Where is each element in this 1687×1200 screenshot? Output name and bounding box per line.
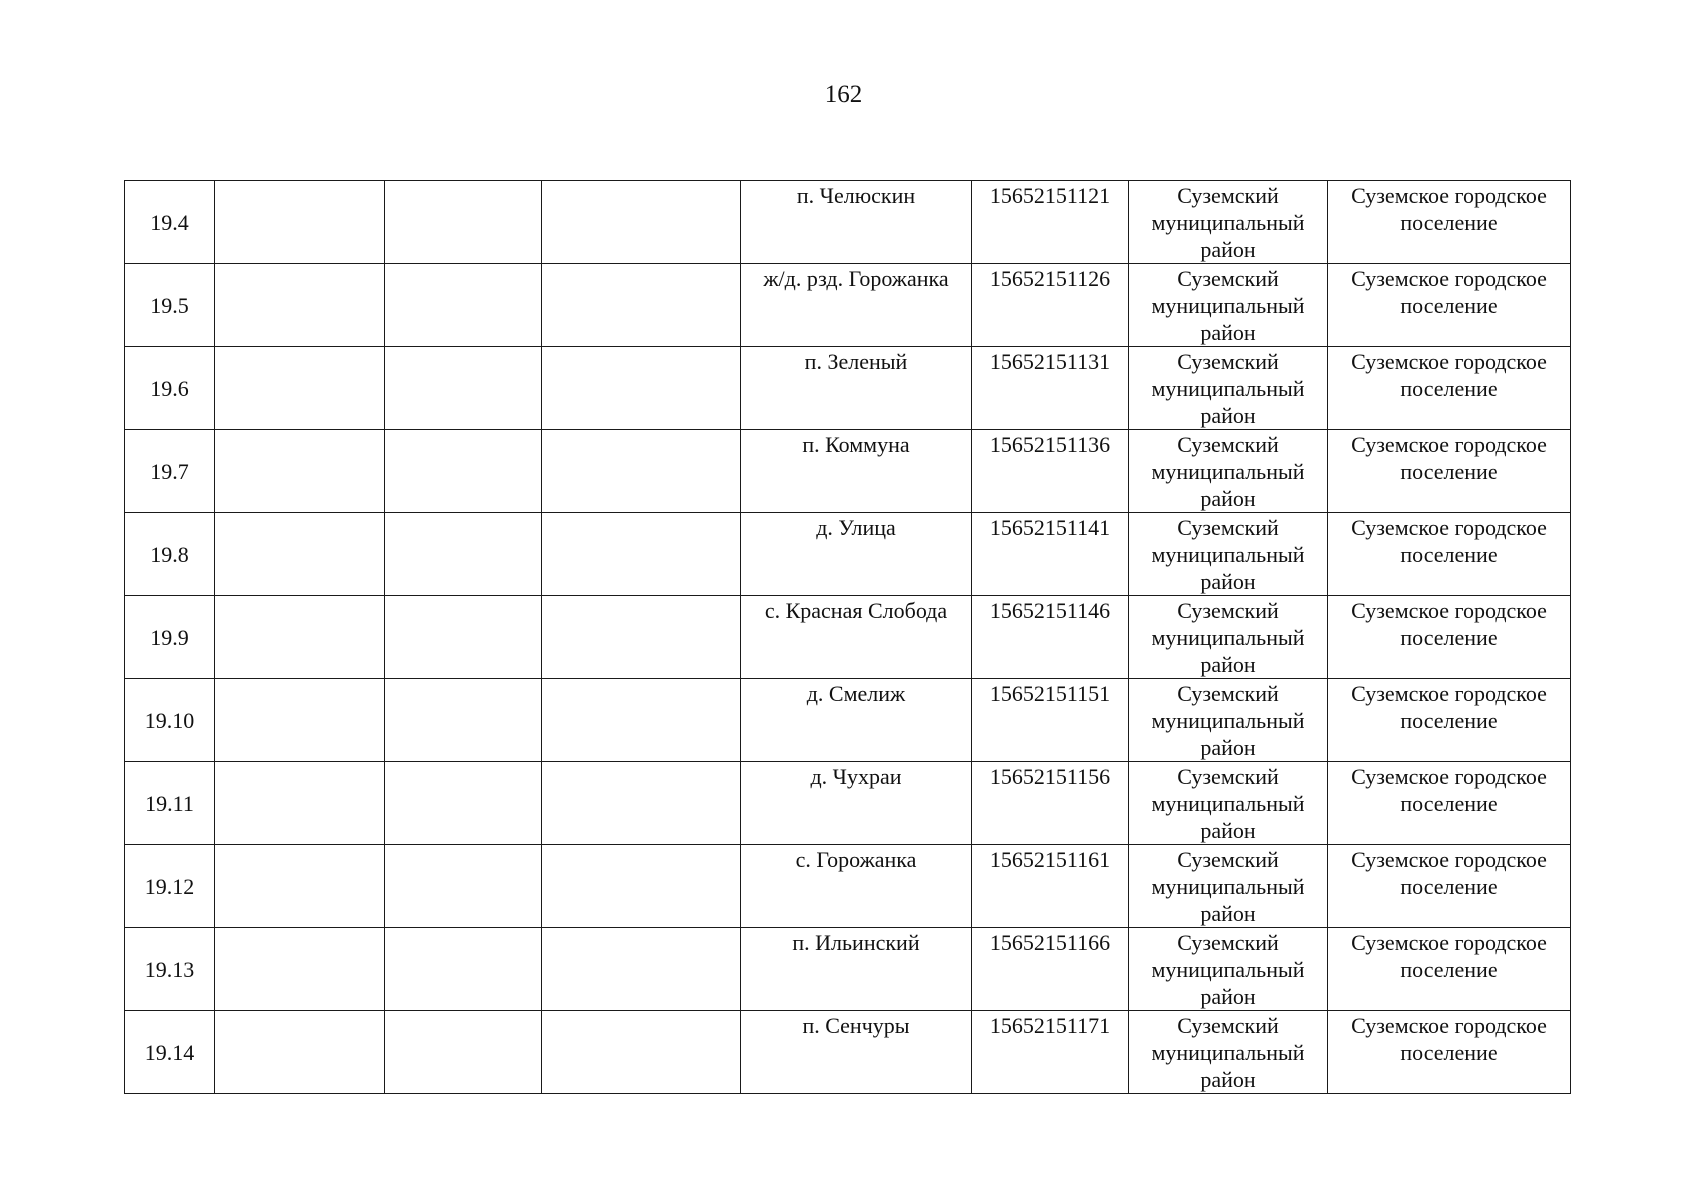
settlement-line: поселение xyxy=(1400,542,1498,567)
district-line: район xyxy=(1200,237,1256,262)
oktmo-code-cell: 15652151171 xyxy=(972,1011,1129,1094)
district-line: муниципальный xyxy=(1151,210,1305,235)
settlement-cell xyxy=(1328,430,1571,513)
empty-cell xyxy=(385,181,542,264)
district-line: муниципальный xyxy=(1151,459,1305,484)
locality-cell: д. Чухраи xyxy=(741,762,972,845)
municipal-district-cell xyxy=(1129,1011,1328,1094)
empty-cell xyxy=(385,928,542,1011)
table-row xyxy=(125,679,1571,762)
locality-cell: п. Зеленый xyxy=(741,347,972,430)
oktmo-code-cell: 15652151161 xyxy=(972,845,1129,928)
municipal-district-cell xyxy=(1129,762,1328,845)
settlement-line: поселение xyxy=(1400,708,1498,733)
district-line: Суземский xyxy=(1177,432,1279,457)
district-line: Суземский xyxy=(1177,1013,1279,1038)
settlement-line: поселение xyxy=(1400,791,1498,816)
locality-cell: с. Горожанка xyxy=(741,845,972,928)
empty-cell xyxy=(385,596,542,679)
row-number-cell: 19.7 xyxy=(125,430,215,513)
municipal-district-cell xyxy=(1129,430,1328,513)
empty-cell xyxy=(215,762,385,845)
settlement-cell xyxy=(1328,928,1571,1011)
table-row xyxy=(125,430,1571,513)
row-number-cell: 19.13 xyxy=(125,928,215,1011)
settlement-line: поселение xyxy=(1400,459,1498,484)
oktmo-code-cell: 15652151131 xyxy=(972,347,1129,430)
empty-cell xyxy=(385,1011,542,1094)
empty-cell xyxy=(215,596,385,679)
settlement-cell xyxy=(1328,513,1571,596)
district-line: муниципальный xyxy=(1151,1040,1305,1065)
district-line: Суземский xyxy=(1177,349,1279,374)
district-line: район xyxy=(1200,735,1256,760)
oktmo-code-cell: 15652151146 xyxy=(972,596,1129,679)
table-row xyxy=(125,513,1571,596)
row-number-cell: 19.14 xyxy=(125,1011,215,1094)
table-row xyxy=(125,264,1571,347)
empty-cell xyxy=(215,264,385,347)
district-line: район xyxy=(1200,320,1256,345)
district-line: район xyxy=(1200,652,1256,677)
empty-cell xyxy=(542,264,741,347)
empty-cell xyxy=(215,430,385,513)
empty-cell xyxy=(215,513,385,596)
empty-cell xyxy=(215,347,385,430)
district-line: Суземский xyxy=(1177,764,1279,789)
district-line: муниципальный xyxy=(1151,542,1305,567)
municipal-district-cell xyxy=(1129,347,1328,430)
district-line: район xyxy=(1200,403,1256,428)
settlement-line: Суземское городское xyxy=(1351,432,1547,457)
oktmo-code-cell: 15652151126 xyxy=(972,264,1129,347)
district-line: муниципальный xyxy=(1151,376,1305,401)
district-line: муниципальный xyxy=(1151,625,1305,650)
municipal-district-cell xyxy=(1129,679,1328,762)
empty-cell xyxy=(385,430,542,513)
district-line: район xyxy=(1200,984,1256,1009)
district-line: район xyxy=(1200,901,1256,926)
row-number-cell: 19.10 xyxy=(125,679,215,762)
settlement-line: поселение xyxy=(1400,210,1498,235)
settlement-line: Суземское городское xyxy=(1351,1013,1547,1038)
district-line: Суземский xyxy=(1177,681,1279,706)
district-line: Суземский xyxy=(1177,515,1279,540)
row-number-cell: 19.5 xyxy=(125,264,215,347)
settlement-line: Суземское городское xyxy=(1351,764,1547,789)
table-row xyxy=(125,347,1571,430)
empty-cell xyxy=(215,679,385,762)
district-line: Суземский xyxy=(1177,847,1279,872)
settlement-line: поселение xyxy=(1400,293,1498,318)
empty-cell xyxy=(215,181,385,264)
settlement-cell xyxy=(1328,264,1571,347)
locality-cell: п. Сенчуры xyxy=(741,1011,972,1094)
empty-cell xyxy=(215,845,385,928)
locality-cell: п. Ильинский xyxy=(741,928,972,1011)
district-line: муниципальный xyxy=(1151,708,1305,733)
municipal-district-cell xyxy=(1129,928,1328,1011)
empty-cell xyxy=(542,181,741,264)
locality-cell: ж/д. рзд. Горожанка xyxy=(741,264,972,347)
empty-cell xyxy=(385,845,542,928)
settlement-line: поселение xyxy=(1400,874,1498,899)
settlement-line: Суземское городское xyxy=(1351,349,1547,374)
district-line: муниципальный xyxy=(1151,957,1305,982)
empty-cell xyxy=(385,347,542,430)
row-number-cell: 19.4 xyxy=(125,181,215,264)
municipal-table xyxy=(124,180,1571,1094)
empty-cell xyxy=(542,347,741,430)
settlement-line: Суземское городское xyxy=(1351,515,1547,540)
empty-cell xyxy=(385,679,542,762)
row-number-cell: 19.9 xyxy=(125,596,215,679)
row-number-cell: 19.8 xyxy=(125,513,215,596)
oktmo-code-cell: 15652151121 xyxy=(972,181,1129,264)
district-line: район xyxy=(1200,569,1256,594)
settlement-line: Суземское городское xyxy=(1351,266,1547,291)
empty-cell xyxy=(542,430,741,513)
empty-cell xyxy=(385,264,542,347)
table-body xyxy=(125,181,1571,1094)
empty-cell xyxy=(542,928,741,1011)
page-number: 162 xyxy=(824,81,863,108)
row-number-cell: 19.6 xyxy=(125,347,215,430)
settlement-line: поселение xyxy=(1400,957,1498,982)
row-number-cell: 19.11 xyxy=(125,762,215,845)
municipal-district-cell xyxy=(1129,264,1328,347)
municipal-district-cell xyxy=(1129,181,1328,264)
settlement-cell xyxy=(1328,1011,1571,1094)
district-line: Суземский xyxy=(1177,930,1279,955)
empty-cell xyxy=(215,928,385,1011)
municipal-district-cell xyxy=(1129,513,1328,596)
oktmo-code-cell: 15652151166 xyxy=(972,928,1129,1011)
locality-cell: п. Челюскин xyxy=(741,181,972,264)
empty-cell xyxy=(542,1011,741,1094)
municipal-district-cell xyxy=(1129,845,1328,928)
empty-cell xyxy=(385,762,542,845)
empty-cell xyxy=(542,513,741,596)
settlement-cell xyxy=(1328,845,1571,928)
table-row xyxy=(125,596,1571,679)
municipal-district-cell xyxy=(1129,596,1328,679)
empty-cell xyxy=(542,596,741,679)
table-row xyxy=(125,845,1571,928)
settlement-cell xyxy=(1328,596,1571,679)
empty-cell xyxy=(385,513,542,596)
locality-cell: д. Смелиж xyxy=(741,679,972,762)
settlement-line: Суземское городское xyxy=(1351,598,1547,623)
table-row xyxy=(125,762,1571,845)
district-line: муниципальный xyxy=(1151,791,1305,816)
empty-cell xyxy=(542,845,741,928)
empty-cell xyxy=(542,679,741,762)
oktmo-code-cell: 15652151141 xyxy=(972,513,1129,596)
locality-cell: с. Красная Слобода xyxy=(741,596,972,679)
district-line: Суземский xyxy=(1177,598,1279,623)
district-line: Суземский xyxy=(1177,183,1279,208)
settlement-cell xyxy=(1328,181,1571,264)
table-row xyxy=(125,1011,1571,1094)
settlement-line: Суземское городское xyxy=(1351,183,1547,208)
district-line: район xyxy=(1200,1067,1256,1092)
table-row xyxy=(125,181,1571,264)
district-line: район xyxy=(1200,818,1256,843)
table-row xyxy=(125,928,1571,1011)
settlement-cell xyxy=(1328,679,1571,762)
oktmo-code-cell: 15652151136 xyxy=(972,430,1129,513)
settlement-line: поселение xyxy=(1400,1040,1498,1065)
settlement-line: поселение xyxy=(1400,376,1498,401)
row-number-cell: 19.12 xyxy=(125,845,215,928)
empty-cell xyxy=(215,1011,385,1094)
settlement-cell xyxy=(1328,347,1571,430)
district-line: муниципальный xyxy=(1151,293,1305,318)
settlement-line: Суземское городское xyxy=(1351,930,1547,955)
district-line: муниципальный xyxy=(1151,874,1305,899)
settlement-cell xyxy=(1328,762,1571,845)
locality-cell: п. Коммуна xyxy=(741,430,972,513)
locality-cell: д. Улица xyxy=(741,513,972,596)
empty-cell xyxy=(542,762,741,845)
settlement-line: поселение xyxy=(1400,625,1498,650)
district-line: район xyxy=(1200,486,1256,511)
oktmo-code-cell: 15652151156 xyxy=(972,762,1129,845)
settlement-line: Суземское городское xyxy=(1351,847,1547,872)
oktmo-code-cell: 15652151151 xyxy=(972,679,1129,762)
district-line: Суземский xyxy=(1177,266,1279,291)
settlement-line: Суземское городское xyxy=(1351,681,1547,706)
